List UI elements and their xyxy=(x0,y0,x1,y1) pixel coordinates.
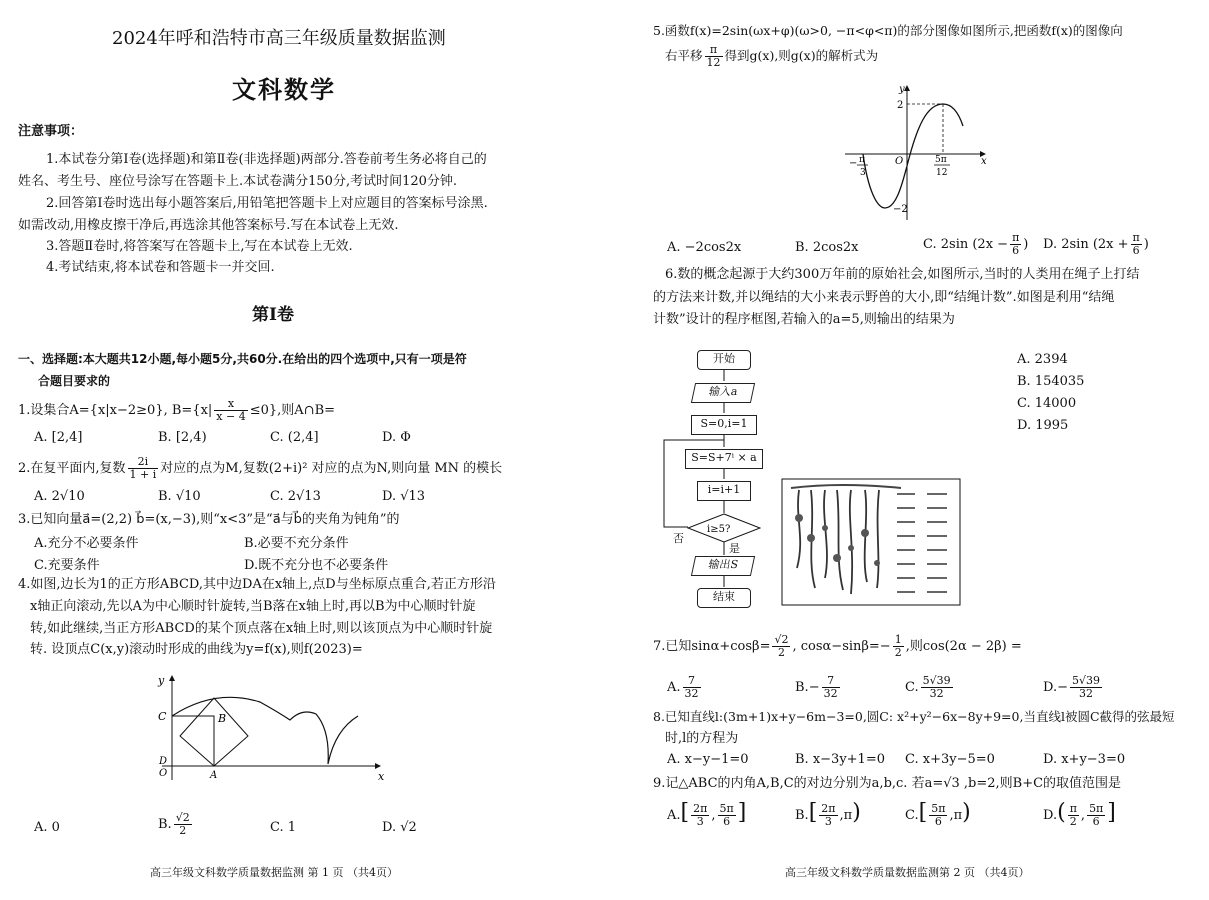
note-line: 4.考试结束,将本试卷和答题卡一并交回. xyxy=(46,260,275,275)
question-4-line: 4.如图,边长为1的正方形ABCD,其中边DA在x轴上,点D与坐标原点重合,若正方形沿 xyxy=(18,577,496,592)
option-a: A. −2cos2x xyxy=(667,240,742,255)
option-b: B.[ $\frac{2\pi}{3}$ ,π) xyxy=(795,800,861,828)
page-footer: 高三年级文科数学质量数据监测 第 1 页 （共4页） xyxy=(150,866,398,879)
question-6-line: 6.数的概念起源于大约300万年前的原始社会,如图所示,当时的人类用在绳子上打结 xyxy=(665,267,1140,282)
flow-no-label: 否 xyxy=(673,532,684,545)
label-left-den: 3 xyxy=(860,168,866,178)
label-right-den: 12 xyxy=(936,168,948,178)
option-c: C. (2,4] xyxy=(270,430,319,445)
section-instruction: 一、选择题:本大题共12小题,每小题5分,共60分.在给出的四个选项中,只有一项是符 xyxy=(18,352,467,366)
option-d: D.− $\frac{5√39}{32}$ xyxy=(1043,674,1101,700)
option-c: C. x+3y−5=0 xyxy=(905,752,995,767)
question-4-line: x轴正向滚动,先以A为中心顺时针旋转,当B落在x轴上时,再以B为中心顺时针旋 xyxy=(30,599,476,614)
option-b: B. x−3y+1=0 xyxy=(795,752,885,767)
option-a: A. x−y−1=0 xyxy=(667,752,749,767)
option-d: D. √2 xyxy=(382,820,417,835)
option-b: B. √10 xyxy=(158,489,201,504)
part-title: 第Ⅰ卷 xyxy=(252,305,294,325)
option-d: D. √13 xyxy=(382,489,426,504)
option-d: D. 1995 xyxy=(1017,418,1069,433)
square-abcd xyxy=(172,716,214,766)
fraction: $\frac{\pi}{12}$ xyxy=(706,43,721,69)
option-b: B. [2,4) xyxy=(158,430,207,445)
note-line: 姓名、考生号、座位号涂写在答题卡上.本试卷满分150分,考试时间120分钟. xyxy=(18,174,458,189)
page-footer: 高三年级文科数学质量数据监测第 2 页 （共4页） xyxy=(785,866,1030,879)
option-c: C. 2sin (2x − $\frac{\pi}{6}$ ) xyxy=(923,231,1029,257)
svg-text:−: − xyxy=(849,158,858,169)
label-x: x xyxy=(981,156,987,167)
option-d: D.既不充分也不必要条件 xyxy=(244,558,389,573)
sine-graph-figure xyxy=(835,80,995,225)
flow-decision xyxy=(687,513,761,543)
option-a: A.充分不必要条件 xyxy=(34,536,139,551)
question-6-line: 的方法来计数,并以绳结的大小来表示野兽的大小,即“结绳计数”.如图是利用“结绳 xyxy=(653,290,1115,305)
option-a: A. 0 xyxy=(34,820,60,835)
option-d: D.( $\frac{\pi}{2}$ , $\frac{5\pi}{6}$ ] xyxy=(1043,800,1116,828)
label-c: C xyxy=(158,710,167,723)
option-a: A. [2,4] xyxy=(34,430,83,445)
option-c: C. 1 xyxy=(270,820,297,835)
option-c: C. $\frac{5√39}{32}$ xyxy=(905,674,951,700)
flow-yes-label: 是 xyxy=(729,542,740,555)
flow-accumulate: S=S+7ⁱ × a xyxy=(685,449,763,469)
option-b: B. 154035 xyxy=(1017,374,1085,389)
question-8-line: 时,l的方程为 xyxy=(665,731,739,746)
option-c: C.充要条件 xyxy=(34,558,100,573)
label-origin: O xyxy=(895,156,904,167)
question-7: 7.已知sinα+cosβ= $\frac{√2}{2}$ , cosα−sinβ=− $\frac{1}{2}$ ,则cos(2α − 2β) = xyxy=(653,633,1022,659)
label-left-num: π xyxy=(859,155,865,165)
option-d: D. Φ xyxy=(382,430,411,445)
label-two: 2 xyxy=(897,100,904,111)
question-1 xyxy=(18,398,335,423)
label-minus-two: −2 xyxy=(893,204,908,215)
question-4-line: 转,如此继续,当正方形ABCD的某个顶点落在x轴上时,则以该顶点为中心顺时针旋 xyxy=(30,621,493,636)
option-a: A. 2394 xyxy=(1017,352,1068,367)
question-1-text: ≤0},则A∩B= xyxy=(249,403,336,418)
label-d: D xyxy=(159,756,168,767)
note-line: 2.回答第Ⅰ卷时选出每小题答案后,用铅笔把答题卡上对应题目的答案标号涂黑. xyxy=(46,196,488,211)
exam-title: 文科数学 xyxy=(232,75,336,104)
fraction: $\frac{x}{x - 4}$ xyxy=(216,397,246,423)
question-9: 9.记△ABC的内角A,B,C的对边分别为a,b,c. 若a=√3 ,b=2,则B+C的取值范围是 xyxy=(653,776,1122,791)
exam-page-1 xyxy=(0,0,600,900)
note-line: 如需改动,用橡皮擦干净后,再选涂其他答案标号.写在本试卷上无效. xyxy=(18,218,399,233)
flow-start: 开始 xyxy=(697,350,751,370)
option-a: A. 2√10 xyxy=(34,489,85,504)
option-d: D. x+y−3=0 xyxy=(1043,752,1126,767)
label-y: y xyxy=(158,674,165,687)
option-b: B.必要不充分条件 xyxy=(244,536,349,551)
option-b: B. 2cos2x xyxy=(795,240,859,255)
notes-heading: 注意事项： xyxy=(18,124,84,139)
label-x: x xyxy=(378,770,385,783)
label-y: y xyxy=(899,84,905,95)
sine-curve xyxy=(863,104,963,208)
option-c: C. 2√13 xyxy=(270,489,321,504)
exam-header: 2024年呼和浩特市高三年级质量数据监测 xyxy=(112,28,446,49)
option-a: A. $\frac{7}{32}$ xyxy=(667,674,699,700)
section-instruction: 合题目要求的 xyxy=(38,374,111,388)
knot-counting-image xyxy=(781,478,961,606)
option-b: B.− $\frac{7}{32}$ xyxy=(795,674,838,700)
label-a: A xyxy=(210,770,218,781)
label-o: O xyxy=(159,768,168,779)
rolling-square-figure xyxy=(150,670,390,785)
question-4-line: 转. 设顶点C(x,y)滚动时形成的曲线为y=f(x),则f(2023)= xyxy=(30,642,363,657)
question-2: 2.在复平面内,复数 $\frac{2i}{1 + i}$ 对应的点为M,复数(2+i)² 对应的点为N,则向量 MN 的模长 xyxy=(18,455,503,481)
flow-init: S=0,i=1 xyxy=(691,415,757,435)
question-5-line: 右平移 $\frac{\pi}{12}$ 得到g(x),则g(x)的解析式为 xyxy=(665,43,879,69)
option-d: D. 2sin (2x + $\frac{\pi}{6}$ ) xyxy=(1043,231,1149,257)
flow-input: 输入a xyxy=(691,383,755,403)
option-c: C.[ $\frac{5\pi}{6}$ ,π) xyxy=(905,800,971,828)
exam-page-2 xyxy=(605,0,1209,900)
fraction: $\frac{2i}{1 + i}$ xyxy=(129,455,157,481)
label-b: B xyxy=(218,712,227,725)
question-6-line: 计数”设计的程序框图,若输入的a=5,则输出的结果为 xyxy=(653,312,955,327)
question-3: 3.已知向量a⃗=(2,2) b⃗=(x,−3),则“x<3”是“a⃗与b⃗的夹角为钝角”的 xyxy=(18,512,400,527)
flow-increment: i=i+1 xyxy=(697,481,751,501)
option-c: C. 14000 xyxy=(1017,396,1077,411)
option-a: A.[ $\frac{2\pi}{3}$ , $\frac{5\pi}{6}$ ] xyxy=(667,800,747,828)
note-line: 1.本试卷分第Ⅰ卷(选择题)和第Ⅱ卷(非选择题)两部分.答卷前考生务必将自己的 xyxy=(46,152,487,167)
flow-end: 结束 xyxy=(697,588,751,608)
flow-output: 输出S xyxy=(691,556,755,576)
question-1-text: 1.设集合A={x|x−2≥0}, B={x| xyxy=(18,403,213,418)
svg-text:i≥5?: i≥5? xyxy=(707,524,731,535)
note-line: 3.答题Ⅱ卷时,将答案写在答题卡上,写在本试卷上无效. xyxy=(46,239,353,254)
option-b: B. $\frac{√2}{2}$ xyxy=(158,811,190,837)
label-right-num: 5π xyxy=(935,155,947,165)
question-8-line: 8.已知直线l:(3m+1)x+y−6m−3=0,圆C: x²+y²−6x−8y+9=0,当直线l被圆C截得的弦最短 xyxy=(653,709,1175,724)
question-5-line: 5.函数f(x)=2sin(ωx+φ)(ω>0, −π<φ<π)的部分图像如图所示,把函数f(x)的图像向 xyxy=(653,23,1123,38)
